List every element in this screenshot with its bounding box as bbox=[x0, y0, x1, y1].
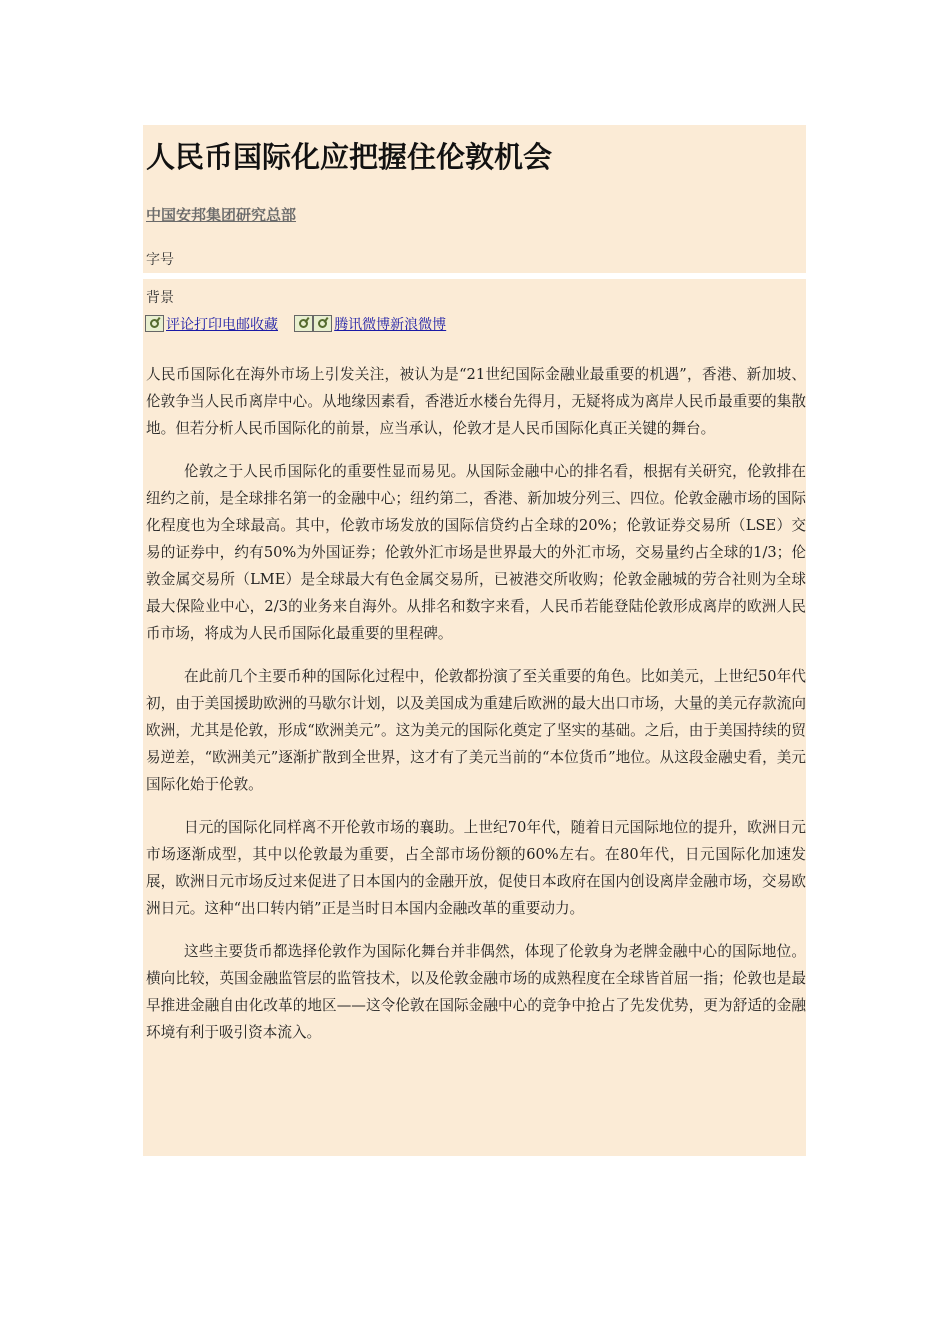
article-header-block bbox=[143, 125, 806, 273]
article-paragraph: 这些主要货币都选择伦敦作为国际化舞台并非偶然，体现了伦敦身为老牌金融中心的国际地位。横向比较，英国金融监管层的监管技术，以及伦敦金融市场的成熟程度在全球皆首屈一指；伦敦也是最早推进金融自由化改革的地区——这令伦敦在国际金融中心的竞争中抢占了先发优势，更为舒适的金融环境有利于吸引资本流入。 bbox=[146, 943, 806, 1041]
article-paragraph: 在此前几个主要币种的国际化过程中，伦敦都扮演了至关重要的角色。比如美元，上世纪50年代初，由于美国援助欧洲的马歇尔计划，以及美国成为重建后欧洲的最大出口市场，大量的美元存款流向欧洲，尤其是伦敦，形成“欧洲美元”。这为美元的国际化奠定了坚实的基础。之后，由于美国持续的贸易逆差，“欧洲美元”逐渐扩散到全世界，这才有了美元当前的“本位货币”地位。从这段金融史看，美元国际化始于伦敦。 bbox=[146, 668, 806, 793]
article-body-block bbox=[143, 279, 806, 1156]
article-content bbox=[146, 361, 806, 1062]
share-toolbar bbox=[145, 313, 446, 335]
author-link[interactable]: 中国安邦集团研究总部 bbox=[146, 206, 297, 224]
weibo-share-links[interactable]: 腾讯微博新浪微博 bbox=[334, 316, 447, 333]
font-size-label[interactable]: 字号 bbox=[146, 252, 174, 268]
tencent-weibo-icon[interactable] bbox=[294, 315, 313, 332]
article-paragraph: 人民币国际化在海外市场上引发关注，被认为是“21世纪国际金融业最重要的机遇”，香港、新加坡、伦敦争当人民币离岸中心。从地缘因素看，香港近水楼台先得月，无疑将成为离岸人民币最重要的集散地。但若分析人民币国际化的前景，应当承认，伦敦才是人民币国际化真正关键的舞台。 bbox=[146, 366, 806, 437]
share-icon[interactable] bbox=[145, 315, 164, 332]
article-paragraph: 日元的国际化同样离不开伦敦市场的襄助。上世纪70年代，随着日元国际地位的提升，欧洲日元市场逐渐成型，其中以伦敦最为重要，占全部市场份额的60%左右。在80年代，日元国际化加速发展，欧洲日元市场反过来促进了日本国内的金融开放，促使日本政府在国内创设离岸金融市场，交易欧洲日元。这种“出口转内销”正是当时日本国内金融改革的重要动力。 bbox=[146, 819, 806, 917]
sina-weibo-icon[interactable] bbox=[313, 315, 332, 332]
article-paragraph: 伦敦之于人民币国际化的重要性显而易见。从国际金融中心的排名看，根据有关研究，伦敦排在纽约之前，是全球排名第一的金融中心；纽约第二，香港、新加坡分列三、四位。伦敦金融市场的国际化程度也为全球最高。其中，伦敦市场发放的国际信贷约占全球的20%；伦敦证券交易所（LSE）交易的证券中，约有50%为外国证券；伦敦外汇市场是世界最大的外汇市场，交易量约占全球的1/3；伦敦金属交易所（LME）是全球最大有色金属交易所，已被港交所收购；伦敦金融城的劳合社则为全球最大保险业中心，2/3的业务来自海外。从排名和数字来看，人民币若能登陆伦敦形成离岸的欧洲人民币市场，将成为人民币国际化最重要的里程碑。 bbox=[146, 463, 806, 642]
article-title: 人民币国际化应把握住伦敦机会 bbox=[146, 140, 553, 174]
background-label[interactable]: 背景 bbox=[146, 290, 174, 306]
comment-print-email-favorite-links[interactable]: 评论打印电邮收藏 bbox=[166, 316, 278, 333]
